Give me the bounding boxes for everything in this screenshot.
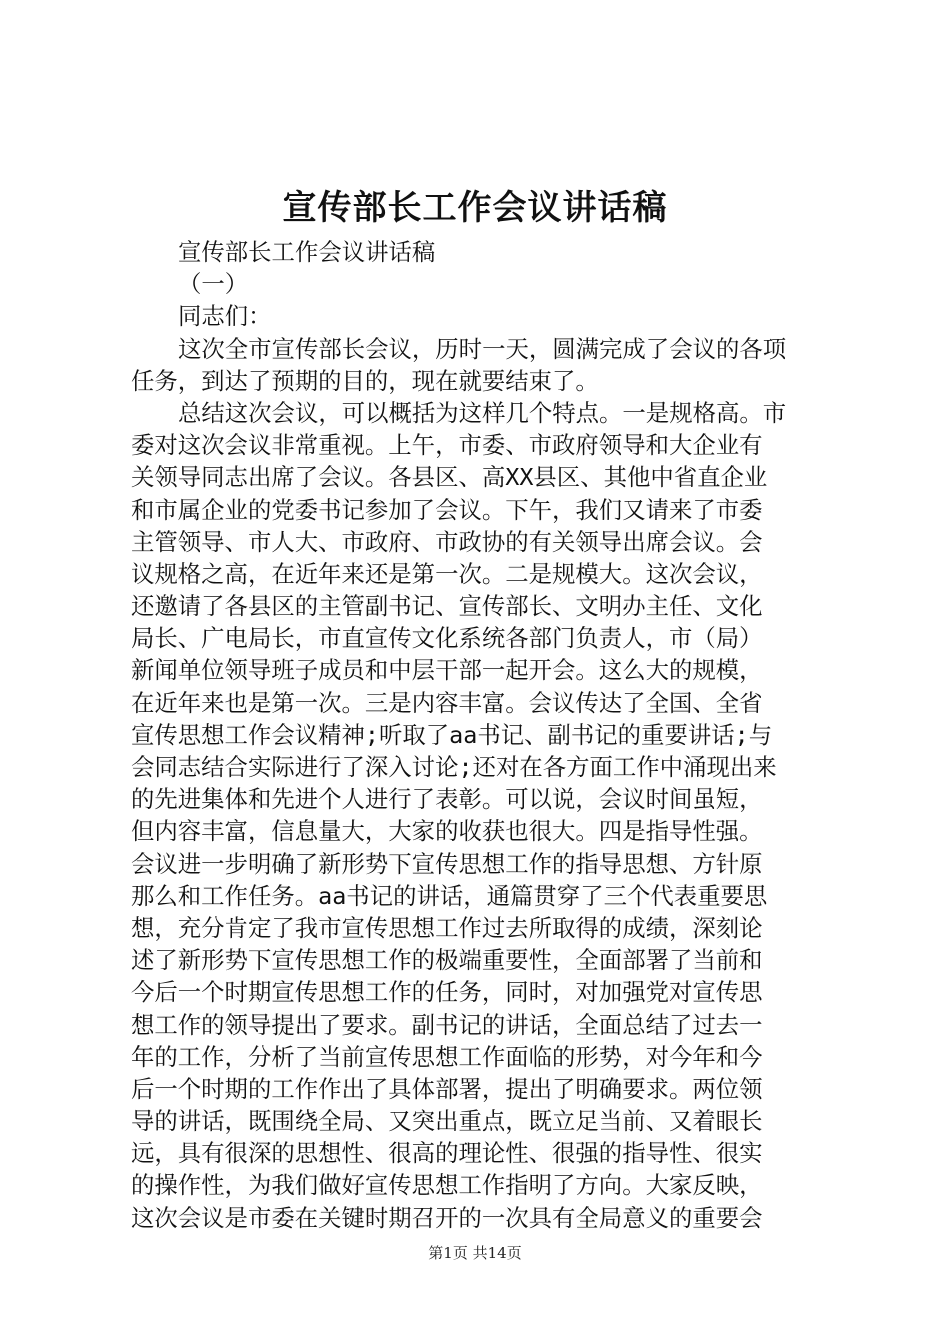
paragraph-line: 后一个时期的工作作出了具体部署，提出了明确要求。两位领 [131, 1074, 763, 1103]
paragraph-line: 和市属企业的党委书记参加了会议。下午，我们又请来了市委 [131, 495, 763, 524]
paragraph-line: 但内容丰富，信息量大，大家的收获也很大。四是指导性强。 [131, 817, 763, 846]
paragraph-line: 想工作的领导提出了要求。副书记的讲话，全面总结了过去一 [131, 1010, 763, 1039]
subtitle-line: 宣传部长工作会议讲话稿 [178, 238, 436, 266]
paragraph-line: 关领导同志出席了会议。各县区、高XX县区、其他中省直企业 [131, 463, 768, 492]
paragraph-line: 述了新形势下宣传思想工作的极端重要性，全面部署了当前和 [131, 946, 763, 975]
paragraph-line: 今后一个时期宣传思想工作的任务，同时，对加强党对宣传思 [131, 978, 763, 1007]
paragraph-line: 局长、广电局长，市直宣传文化系统各部门负责人，市（局） [131, 624, 763, 653]
section-number-line: （一） [178, 270, 249, 299]
paragraph-line: 议规格之高，在近年来还是第一次。二是规模大。这次会议， [131, 559, 763, 588]
paragraph-line: 任务，到达了预期的目的，现在就要结束了。 [131, 366, 599, 395]
paragraph-line: 新闻单位领导班子成员和中层干部一起开会。这么大的规模， [131, 656, 763, 685]
paragraph-line: 这次会议是市委在关键时期召开的一次具有全局意义的重要会 [131, 1203, 763, 1232]
paragraph-line: 想，充分肯定了我市宣传思想工作过去所取得的成绩，深刻论 [131, 913, 763, 942]
paragraph-line: 主管领导、市人大、市政府、市政协的有关领导出席会议。会 [131, 527, 763, 556]
paragraph-line: 的操作性，为我们做好宣传思想工作指明了方向。大家反映， [131, 1171, 763, 1200]
paragraph-line: 总结这次会议，可以概括为这样几个特点。一是规格高。市 [178, 398, 787, 427]
paragraph-line: 委对这次会议非常重视。上午，市委、市政府领导和大企业有 [131, 431, 763, 460]
document-title: 宣传部长工作会议讲话稿 [282, 188, 668, 228]
paragraph-line: 远，具有很深的思想性、很高的理论性、很强的指导性、很实 [131, 1139, 763, 1168]
paragraph-line: 导的讲话，既围绕全局、又突出重点，既立足当前、又着眼长 [131, 1107, 763, 1136]
paragraph-line: 那么和工作任务。aa书记的讲话，通篇贯穿了三个代表重要思 [131, 881, 768, 910]
paragraph-line: 在近年来也是第一次。三是内容丰富。会议传达了全国、全省 [131, 688, 763, 717]
document-body [131, 236, 829, 1234]
paragraph-line: 的先进集体和先进个人进行了表彰。可以说，会议时间虽短， [131, 785, 763, 814]
paragraph-line: 会同志结合实际进行了深入讨论;还对在各方面工作中涌现出来 [131, 753, 777, 781]
paragraph-line: 会议进一步明确了新形势下宣传思想工作的指导思想、方针原 [131, 849, 763, 878]
paragraph-line: 这次全市宣传部长会议，历时一天，圆满完成了会议的各项 [178, 334, 787, 363]
paragraph-line: 宣传思想工作会议精神;听取了aa书记、副书记的重要讲话;与 [131, 720, 773, 749]
paragraph-line: 年的工作，分析了当前宣传思想工作面临的形势，对今年和今 [131, 1042, 763, 1071]
paragraph-line: 还邀请了各县区的主管副书记、宣传部长、文明办主任、文化 [131, 592, 763, 621]
page-number-footer: 第1页 共14页 [428, 1244, 522, 1262]
salutation-line: 同志们： [178, 302, 272, 331]
